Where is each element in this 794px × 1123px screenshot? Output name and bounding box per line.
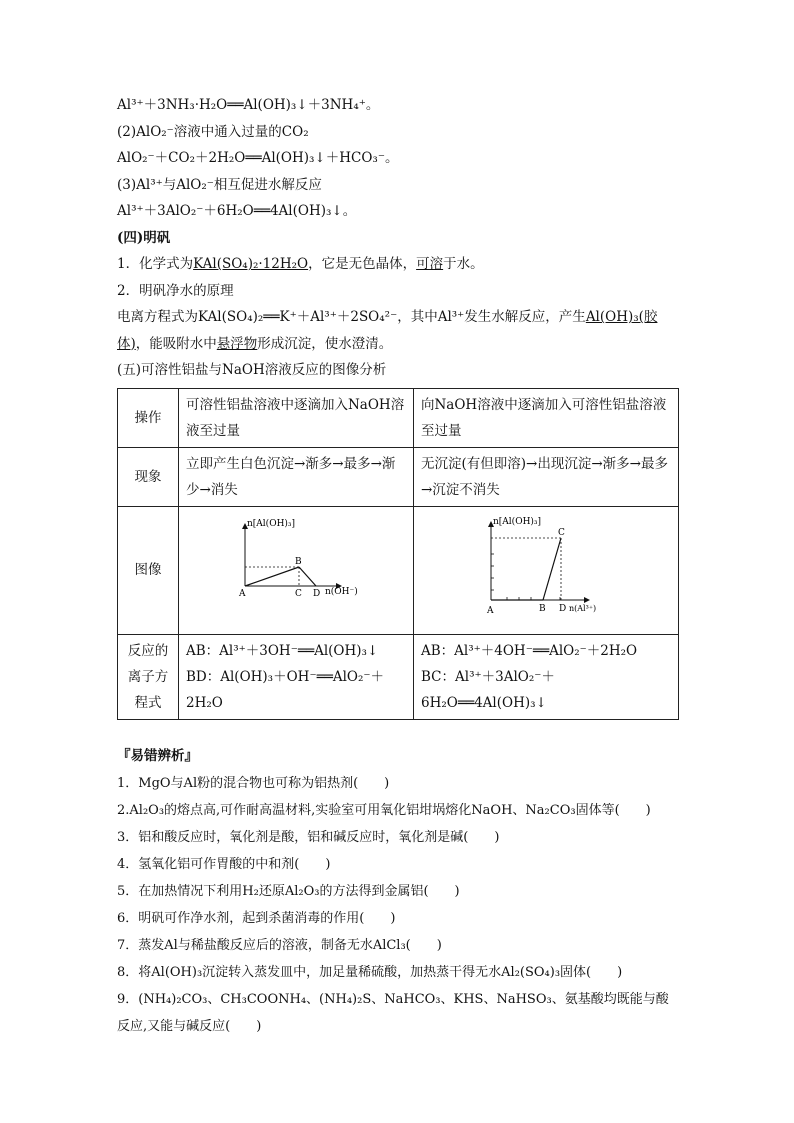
alum-soluble: 可溶	[416, 256, 444, 272]
point-label-c: C	[295, 588, 302, 598]
alum-formula: KAl(SO₄)₂·12H₂O	[193, 256, 309, 272]
point-label-b: B	[295, 556, 302, 567]
table-cell: AB：Al³⁺＋4OH⁻══AlO₂⁻＋2H₂O BC：Al³⁺＋3AlO₂⁻＋6H₂O══4Al(OH)₃↓	[414, 634, 679, 719]
list-item: 3．铝和酸反应时，氧化剂是酸，铝和碱反应时，氧化剂是碱( )	[117, 829, 500, 845]
equation-line: Al³⁺＋3NH₃·H₂O══Al(OH)₃↓＋3NH₄⁺。	[117, 97, 380, 113]
list-item: 6．明矾可作净水剂，起到杀菌消毒的作用( )	[117, 910, 396, 926]
list-item: 5．在加热情况下利用H₂还原Al₂O₃的方法得到金属铝( )	[117, 883, 460, 899]
error-analysis-title: 『易错辨析』	[117, 747, 198, 764]
table-row	[118, 634, 679, 719]
document-page	[117, 92, 679, 1040]
list-item: 8．将Al(OH)₃沉淀转入蒸发皿中，加足量稀硫酸，加热蒸干得无水Al₂(SO₄)₃固体( )	[117, 964, 623, 980]
analysis-table	[117, 388, 679, 720]
table-cell: AB：Al³⁺＋3OH⁻══Al(OH)₃↓ BD：Al(OH)₃＋OH⁻══AlO₂⁻＋2H₂O	[179, 634, 414, 719]
curve-ab	[245, 567, 299, 586]
y-axis-label: n[Al(OH)₃]	[493, 516, 542, 527]
table-row	[118, 506, 679, 634]
graph-left	[221, 514, 371, 598]
graph-cell-left	[179, 506, 414, 634]
graph-right	[461, 514, 631, 618]
alum-line-1: 1．化学式为KAl(SO₄)₂·12H₂O，它是无色晶体，可溶于水。	[117, 256, 484, 272]
section-heading-alum: (四)明矾	[117, 229, 171, 246]
table-cell: 向NaOH溶液中逐滴加入可溶性铝盐溶液至过量	[414, 388, 679, 447]
x-axis-label: n(Al³⁺)	[569, 603, 597, 613]
equation-line: Al³⁺＋3AlO₂⁻＋6H₂O══4Al(OH)₃↓。	[117, 203, 357, 219]
alum-line-4: 体)，能吸附水中悬浮物形成沉淀，使水澄清。	[117, 335, 393, 352]
table-heading: (五)可溶性铝盐与NaOH溶液反应的图像分析	[117, 362, 387, 378]
curve-bd	[299, 567, 316, 586]
x-axis-label: n(OH⁻)	[325, 586, 358, 597]
point-label-a: A	[239, 588, 246, 598]
subheading-line: (3)Al³⁺与AlO₂⁻相互促进水解反应	[117, 176, 322, 193]
table-cell: 立即产生白色沉淀→渐多→最多→渐少→消失	[179, 447, 414, 506]
row-header-graph: 图像	[118, 506, 179, 634]
point-label-d: D	[313, 588, 321, 598]
table-row	[118, 447, 679, 506]
point-label-d: D	[559, 603, 567, 614]
list-item: 1．MgO与Al粉的混合物也可称为铝热剂( )	[117, 775, 390, 791]
row-header-equations: 反应的离子方程式	[118, 634, 179, 719]
list-item: 4．氢氧化铝可作胃酸的中和剂( )	[117, 856, 331, 872]
table-cell: 可溶性铝盐溶液中逐滴加入NaOH溶液至过量	[179, 388, 414, 447]
subheading-line: (2)AlO₂⁻溶液中通入过量的CO₂	[117, 123, 309, 140]
table-cell: 无沉淀(有但即溶)→出现沉淀→渐多→最多→沉淀不消失	[414, 447, 679, 506]
list-item: 2.Al₂O₃的熔点高,可作耐高温材料,实验室可用氧化铝坩埚熔化NaOH、Na₂CO₃固体等( )	[117, 802, 651, 818]
row-header-operation: 操作	[118, 388, 179, 447]
point-label-b: B	[539, 603, 546, 614]
y-axis-label: n[Al(OH)₃]	[247, 518, 296, 529]
equation-line: AlO₂⁻＋CO₂＋2H₂O══Al(OH)₃↓＋HCO₃⁻。	[117, 150, 399, 166]
graph-cell-right	[414, 506, 679, 634]
alum-line-2: 2．明矾净水的原理	[117, 282, 234, 299]
point-label-c: C	[558, 527, 565, 538]
table-row	[118, 388, 679, 447]
row-header-phenomenon: 现象	[118, 447, 179, 506]
list-item: 7．蒸发Al与稀盐酸反应后的溶液，制备无水AlCl₃( )	[117, 937, 442, 953]
alum-line-3: 电离方程式为KAl(SO₄)₂══K⁺＋Al³⁺＋2SO₄²⁻，其中Al³⁺发生水解反应，产生Al(OH)₃(胶	[117, 309, 658, 325]
error-analysis-section	[117, 742, 679, 1040]
list-item: 9．(NH₄)₂CO₃、CH₃COONH₄、(NH₄)₂S、NaHCO₃、KHS、NaHSO₃、氨基酸均既能与酸反应,又能与碱反应( )	[117, 991, 669, 1034]
curve-bc	[543, 538, 561, 600]
point-label-a: A	[487, 605, 494, 616]
